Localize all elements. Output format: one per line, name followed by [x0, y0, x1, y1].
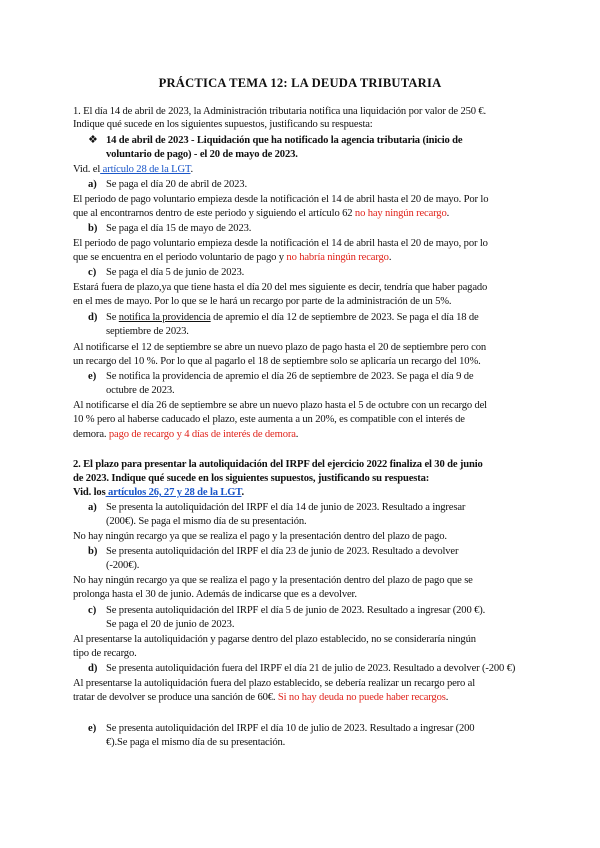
q2-a-text-line-1: Se presenta la autoliquidación del IRPF el día 14 de junio de 2023. Resultado a ingresar: [106, 502, 466, 513]
q2-e-marker: e): [88, 723, 97, 734]
q2-d-answer-line-2: [73, 691, 448, 704]
q2-reference: [73, 486, 244, 499]
q2-d-text-line-1: Se presenta autoliquidación fuera del IRPF el día 21 de julio de 2023. Resultado a devolver (-200 €): [106, 663, 516, 674]
q2-c-text-line-1: Se presenta autoliquidación del IRPF el día 5 de junio de 2023. Resultado a ingresar (200 €).: [106, 605, 486, 616]
q2-c-answer-line-2: tipo de recargo.: [73, 648, 137, 659]
q2-c-marker: c): [88, 605, 97, 616]
q1-a-answer-line-1: El periodo de pago voluntario empieza desde la notificación el 14 de abril hasta el 20 de mayo. Por lo: [73, 194, 489, 205]
q1-a-marker: a): [88, 179, 97, 190]
q2-d-marker: d): [88, 663, 98, 674]
q1-b-answer-end: .: [388, 252, 392, 263]
q1-reference-suffix: .: [190, 164, 193, 175]
q1-a-answer-text: que al encontrarnos dentro de este periodo y siguiendo el artículo 62: [73, 208, 355, 219]
q1-a-answer-end: .: [446, 208, 450, 219]
q2-c-text-line-2: Se paga el 20 de junio de 2023.: [106, 619, 235, 630]
q1-d-text-start: Se: [106, 312, 119, 323]
q2-d-answer-end: .: [445, 692, 449, 703]
q1-reference: [73, 163, 193, 176]
q2-reference-suffix: .: [241, 487, 245, 498]
q1-reference-prefix: Vid. el: [73, 164, 101, 175]
q1-d-text-underlined: notifica la providencia: [118, 312, 211, 323]
q1-e-answer-line-1: Al notificarse el día 26 de septiembre se abre un nuevo plazo hasta el 5 de octubre con un recargo del: [73, 400, 487, 411]
q2-statement-line-1: 2. El plazo para presentar la autoliquidación del IRPF del ejercicio 2022 finaliza el 30 de junio: [73, 459, 483, 470]
q1-d-text-rest: de apremio el día 12 de septiembre de 2023. Se paga el día 18 de: [210, 312, 479, 323]
q2-d-answer-line-1: Al presentarse la autoliquidación fuera del plazo establecido, se debería realizar un recargo pero al: [73, 678, 476, 689]
q2-d-answer-highlight: Si no hay deuda no puede haber recargos: [277, 692, 446, 703]
q1-a-answer-line-2: [73, 207, 449, 220]
q1-e-answer-line-3: [73, 428, 298, 441]
q2-b-marker: b): [88, 546, 98, 557]
q1-e-answer-end: .: [295, 429, 299, 440]
q1-b-answer-line-1: El periodo de pago voluntario empieza desde la notificación el 14 de abril hasta el 20 de mayo, por lo: [73, 238, 488, 249]
q1-statement-line-2: Indique qué sucede en los siguientes supuestos, justificando su respuesta:: [73, 119, 373, 130]
q2-b-answer-line-2: prolonga hasta el 30 de junio. Además de indicarse que es a devolver.: [73, 589, 357, 600]
q1-e-text-line-2: octubre de 2023.: [106, 385, 175, 396]
q2-e-text-line-1: Se presenta autoliquidación del IRPF el día 10 de julio de 2023. Resultado a ingresar (200: [106, 723, 475, 734]
q2-reference-link[interactable]: artículos 26, 27 y 28 de la LGT: [105, 487, 242, 498]
q2-c-answer-line-1: Al presentarse la autoliquidación y pagarse dentro del plazo establecido, no se consideraría ningún: [73, 634, 476, 645]
q1-e-answer-highlight: pago de recargo y 4 días de interés de demora: [108, 429, 296, 440]
q2-e-text-line-2: €).Se paga el mismo día de su presentación.: [106, 737, 286, 748]
q1-e-text-line-1: Se notifica la providencia de apremio el día 26 de septiembre de 2023. Se paga el día 9 de: [106, 371, 474, 382]
q2-d-answer-text: tratar de devolver se produce una sanción de 60€.: [73, 692, 278, 703]
q1-e-answer-line-2: 10 % pero al haberse caducado el plazo, este aumenta a un 20%, es compatible con el interés de: [73, 414, 465, 425]
q1-heading-line-2: voluntario de pago) - el 20 de mayo de 2023.: [106, 149, 298, 160]
q1-c-answer-line-1: Estará fuera de plazo,ya que tiene hasta el día 20 del mes siguiente es decir, tendría que haber pagado: [73, 282, 488, 293]
q2-b-answer-line-1: No hay ningún recargo ya que se realiza el pago y la presentación dentro del plazo de pago que se: [73, 575, 473, 586]
q1-d-text-line-2: septiembre de 2023.: [106, 326, 189, 337]
q1-d-answer-line-1: Al notificarse el 12 de septiembre se abre un nuevo plazo de pago hasta el 20 de septiembre pero con: [73, 342, 487, 353]
q1-a-answer-highlight: no hay ningún recargo: [354, 208, 447, 219]
q2-reference-prefix: Vid. los: [73, 487, 106, 498]
q1-b-marker: b): [88, 223, 98, 234]
q1-b-answer-line-2: [73, 251, 391, 264]
q2-statement-line-2: de 2023. Indique qué sucede en los siguientes supuestos, justificando su respuesta:: [73, 473, 430, 484]
q2-a-text-line-2: (200€). Se paga el mismo día de su presentación.: [106, 516, 307, 527]
q1-c-answer-line-2: en el mes de mayo. Por lo que se le hará un recargo por parte de la administración de un 5%.: [73, 296, 452, 307]
q2-b-text-line-1: Se presenta autoliquidación del IRPF el día 23 de junio de 2023. Resultado a devolver: [106, 546, 459, 557]
q1-d-marker: d): [88, 312, 98, 323]
q2-a-answer-line-1: No hay ningún recargo ya que se realiza el pago y la presentación dentro del plazo de pago.: [73, 531, 447, 542]
q1-c-marker: c): [88, 267, 97, 278]
q1-reference-link[interactable]: artículo 28 de la LGT: [100, 164, 191, 175]
q1-c-text: Se paga el día 5 de junio de 2023.: [106, 267, 245, 278]
q1-a-text: Se paga el día 20 de abril de 2023.: [106, 179, 247, 190]
q1-heading-line-1: 14 de abril de 2023 - Liquidación que ha notificado la agencia tributaria (inicio de: [106, 135, 463, 146]
q1-b-text: Se paga el día 15 de mayo de 2023.: [106, 223, 252, 234]
q1-e-answer-text: demora.: [73, 429, 109, 440]
q1-d-answer-line-2: un recargo del 10 %. Por lo que al pagarlo el 18 de septiembre solo se aplicaría un recargo del 10%.: [73, 356, 481, 367]
q1-b-answer-highlight: no habría ningún recargo: [286, 252, 389, 263]
q2-b-text-line-2: (-200€).: [106, 560, 140, 571]
page-title: PRÁCTICA TEMA 12: LA DEUDA TRIBUTARIA: [158, 76, 442, 90]
q1-d-text-line-1: [106, 311, 479, 324]
q2-a-marker: a): [88, 502, 97, 513]
q1-b-answer-text: que se encuentra en el periodo voluntario de pago y: [73, 252, 287, 263]
q1-statement-line-1: 1. El día 14 de abril de 2023, la Administración tributaria notifica una liquidación por valor de 250 €.: [73, 106, 487, 117]
q1-e-marker: e): [88, 371, 97, 382]
diamond-bullet-icon: ❖: [88, 134, 98, 146]
